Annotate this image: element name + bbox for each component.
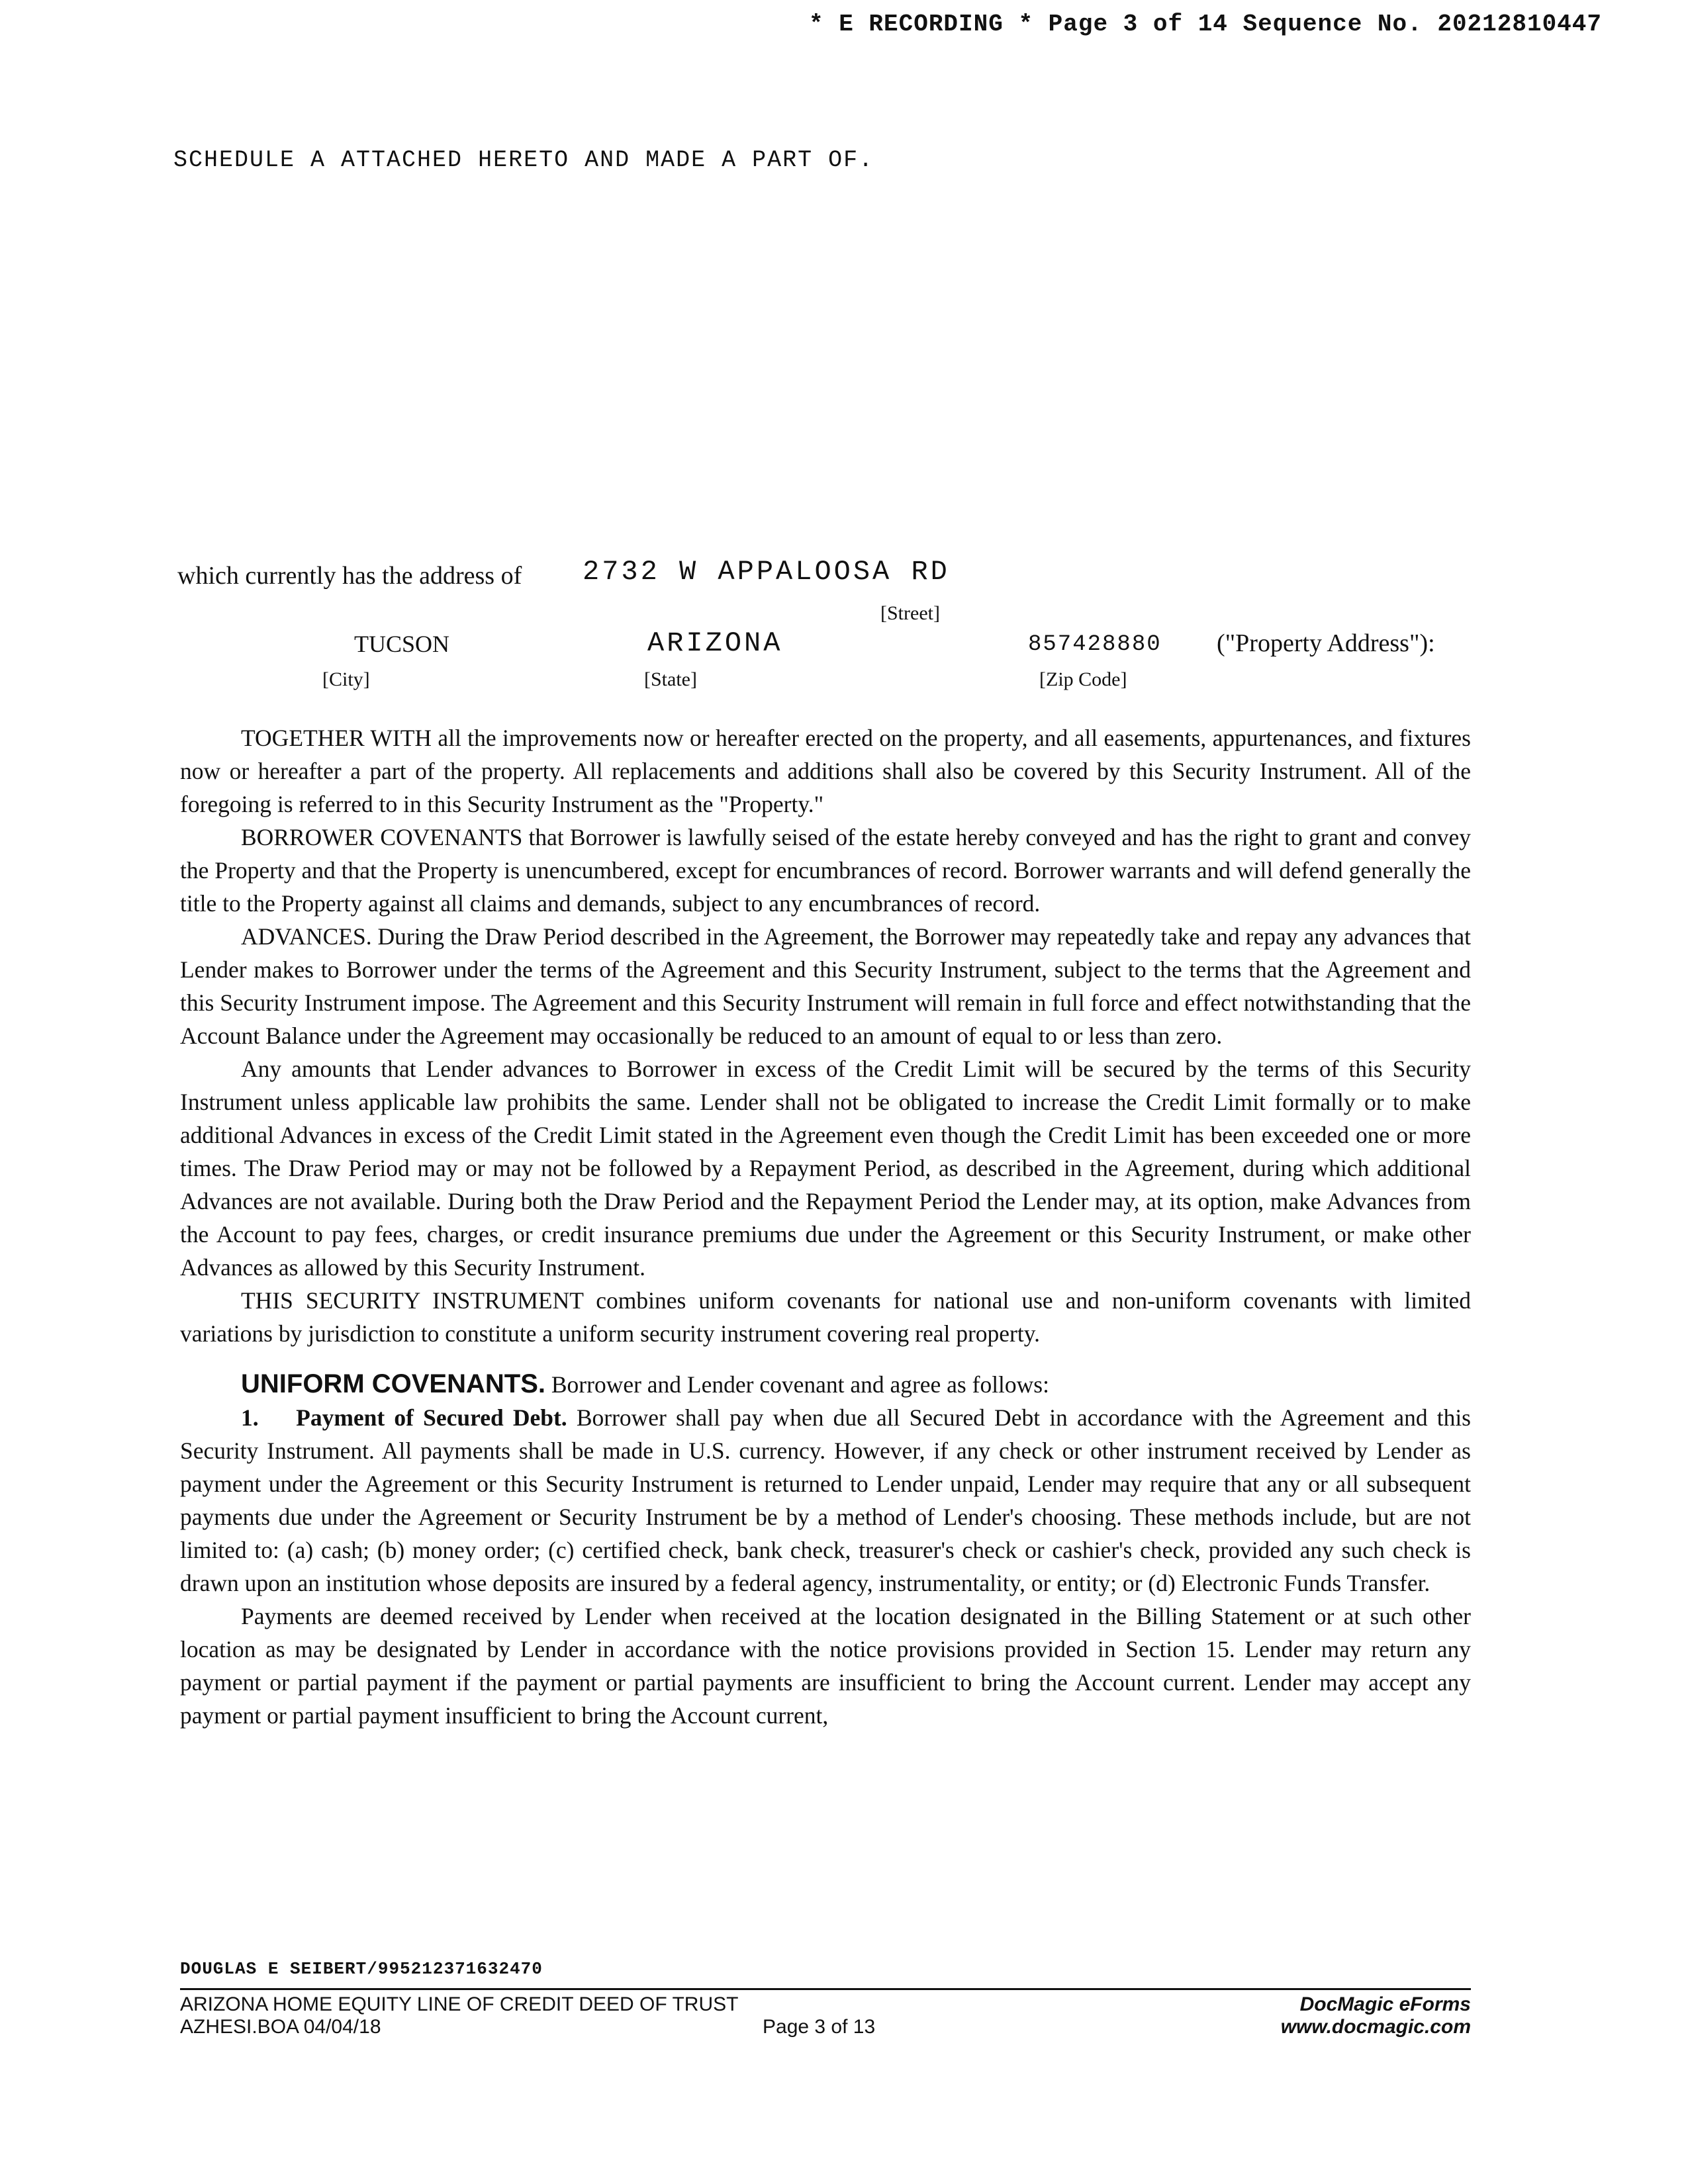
borrower-loan-id: DOUGLAS E SEIBERT/995212371632470 <box>180 1959 543 1979</box>
form-title: ARIZONA HOME EQUITY LINE OF CREDIT DEED OF TRUST <box>180 1993 739 2015</box>
city-value: TUCSON <box>354 631 450 657</box>
covenant-1-text: Borrower shall pay when due all Secured Debt in accordance with the Agreement and this Security Instrument. All payments shall be made in U.S. currency. However, if any check or other instrument received by Lender as payment under the Agreement or this Security Instrument is returned to Lender unpaid, Lender may require that any or all subsequent payments due under the Agreement or Security Instrument be by a method of Lender's choosing. These methods include, but are not limited to: (a) cash; (b) money order; (c) certified check, bank check, treasurer's check or cashier's check, provided any such check is drawn upon an institution whose deposits are insured by a federal agency, instrumentality, or entity; or (d) Electronic Funds Transfer. <box>180 1404 1471 1596</box>
together-with-paragraph: TOGETHER WITH all the improvements now or hereafter erected on the property, and all easements, appurtenances, and fixtures now or hereafter a part of the property. All replacements and additions shall also be covered by this Security Instrument. All of the foregoing is referred to in this Security Instrument as the "Property." <box>180 725 1471 817</box>
uniform-covenants-intro <box>180 1367 1471 1401</box>
covenant-1-paragraph <box>180 1401 1471 1600</box>
uniform-covenants-heading: UNIFORM COVENANTS. <box>241 1369 545 1398</box>
docmagic-logo: DocMagic eForms <box>1299 1993 1471 2015</box>
security-instrument-paragraph: THIS SECURITY INSTRUMENT combines uniform covenants for national use and non-uniform covenants with limited variations by jurisdiction to constitute a uniform security instrument covering real property. <box>180 1287 1471 1347</box>
state-label: [State] <box>644 668 697 690</box>
property-address-label: ("Property Address"): <box>1217 629 1435 657</box>
form-code: AZHESI.BOA 04/04/18 <box>180 2016 381 2038</box>
credit-limit-paragraph: Any amounts that Lender advances to Borrower in excess of the Credit Limit will be secured by the terms of this Security Instrument unless applicable law prohibits the same. Lender shall not be obligated to increase the Credit Limit formally or to make additional Advances in excess of the Credit Limit stated in the Agreement even though the Credit Limit has been exceeded one or more times. The Draw Period may or may not be followed by a Repayment Period, as described in the Agreement, during which additional Advances are not available. During both the Draw Period and the Repayment Period the Lender may, at its option, make Advances from the Account to pay fees, charges, or credit insurance premiums due under the Agreement or this Security Instrument, or make other Advances as allowed by this Security Instrument. <box>180 1056 1471 1281</box>
borrower-covenants-paragraph: BORROWER COVENANTS that Borrower is lawfully seised of the estate hereby conveyed and has the right to grant and convey the Property and that the Property is unencumbered, except for encumbrances of record. Borrower warrants and will defend generally the title to the Property against all claims and demands, subject to any encumbrances of record. <box>180 824 1471 917</box>
page-number: Page 3 of 13 <box>763 2016 876 2038</box>
street-label: [Street] <box>880 602 940 624</box>
advances-paragraph: ADVANCES. During the Draw Period described in the Agreement, the Borrower may repeatedly take and repay any advances that Lender makes to Borrower under the terms of the Agreement and this Security Instrument, subject to the terms that the Agreement and this Security Instrument impose. The Agreement and this Security Instrument will remain in full force and effect notwithstanding that the Account Balance under the Agreement may occasionally be reduced to an amount of equal to or less than zero. <box>180 923 1471 1049</box>
state-value: ARIZONA <box>647 627 783 659</box>
payments-received-paragraph: Payments are deemed received by Lender when received at the location designated in the Billing Statement or at such other location as may be designated by Lender in accordance with the notice provisions provided in Section 15. Lender may return any payment or partial payment if the payment or partial payments are insufficient to bring the Account current. Lender may accept any payment or partial payment insufficient to bring the Account current, <box>180 1603 1471 1729</box>
property-address-block <box>0 0 1688 728</box>
uniform-covenants-intro-text: Borrower and Lender covenant and agree as follows: <box>551 1371 1049 1398</box>
zip-label: [Zip Code] <box>1039 668 1127 690</box>
recording-header: * E RECORDING * Page 3 of 14 Sequence No. 20212810447 <box>809 11 1602 38</box>
street-value: 2732 W APPALOOSA RD <box>583 556 950 588</box>
covenant-1-number: 1. <box>241 1404 259 1431</box>
address-intro: which currently has the address of <box>177 562 522 590</box>
docmagic-url: www.docmagic.com <box>1280 2016 1471 2038</box>
covenant-1-title: Payment of Secured Debt. <box>296 1404 567 1431</box>
footer-divider <box>180 1988 1471 1990</box>
document-body <box>180 721 1471 1732</box>
zip-value: 857428880 <box>1028 632 1162 657</box>
city-label: [City] <box>322 668 370 690</box>
schedule-reference: SCHEDULE A ATTACHED HERETO AND MADE A PART OF. <box>173 147 874 173</box>
